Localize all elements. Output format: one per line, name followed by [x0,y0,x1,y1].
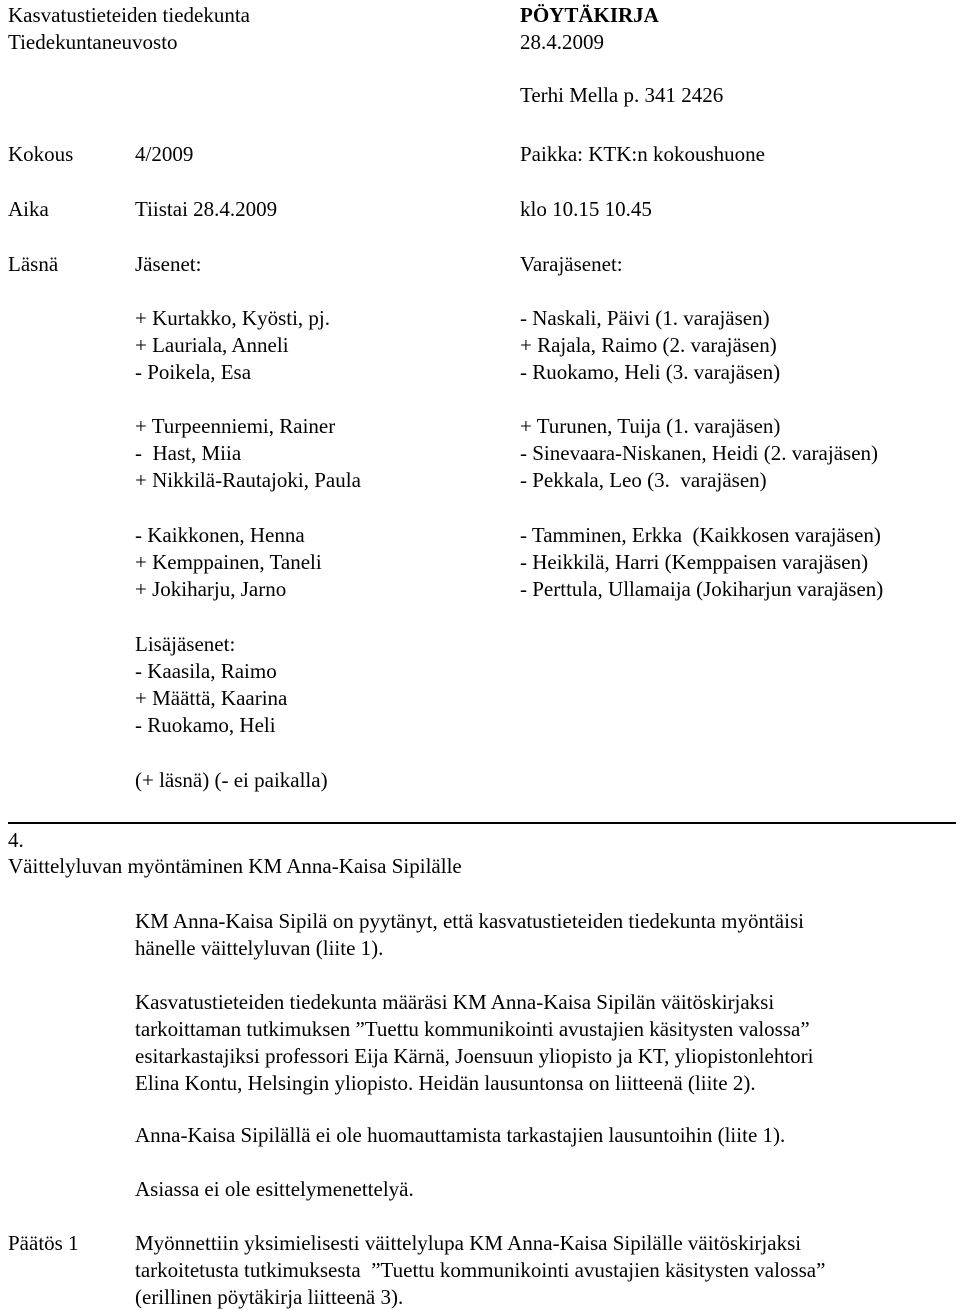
member-entry: + Jokiharju, Jarno [135,577,287,601]
paragraph-line: Kasvatustieteiden tiedekunta määräsi KM Anna-Kaisa Sipilän väitöskirjaksi [135,990,775,1014]
document-type: PÖYTÄKIRJA [520,3,659,27]
deputy-entry: - Perttula, Ullamaija (Jokiharjun varajäsen) [520,577,884,601]
member-entry: + Kurtakko, Kyösti, pj. [135,306,330,330]
document-date: 28.4.2009 [520,30,604,54]
member-entry: - Hast, Miia [135,441,242,465]
faculty-name: Kasvatustieteiden tiedekunta [8,3,251,27]
deputy-entry: - Naskali, Päivi (1. varajäsen) [520,306,770,330]
deputies-group-2 [520,413,878,494]
attendance-legend: (+ läsnä) (- ei paikalla) [135,768,328,792]
members-label: Jäsenet: [135,252,202,276]
paragraph-line: hänelle väittelyluvan (liite 1). [135,936,384,960]
members-group-1 [135,305,330,386]
member-entry: + Nikkilä-Rautajoki, Paula [135,468,361,492]
decision-text [135,1230,825,1311]
members-group-2 [135,413,361,494]
paragraph-no-comments: Anna-Kaisa Sipilällä ei ole huomauttamista tarkastajien lausuntoihin (liite 1). [135,1123,786,1147]
extra-members [135,631,287,739]
decision-line: Myönnettiin yksimielisesti väittelylupa KM Anna-Kaisa Sipilälle väitöskirjaksi [135,1231,802,1255]
kokous-label: Kokous [8,142,74,166]
item-number: 4. [8,828,24,852]
deputy-entry: - Sinevaara-Niskanen, Heidi (2. varajäsen) [520,441,879,465]
member-entry: - Kaikkonen, Henna [135,523,305,547]
decision-line: tarkoitetusta tutkimuksesta ”Tuettu kommunikointi avustajien käsitysten valossa” [135,1258,826,1282]
member-entry: + Turpeenniemi, Rainer [135,414,336,438]
member-entry: + Kemppainen, Taneli [135,550,322,574]
paragraph-no-presentation: Asiassa ei ole esittelymenettelyä. [135,1177,414,1201]
contact-person: Terhi Mella p. 341 2426 [520,83,724,107]
extra-member-entry: - Ruokamo, Heli [135,713,276,737]
deputy-entry: - Pekkala, Leo (3. varajäsen) [520,468,767,492]
item-title: Väittelyluvan myöntäminen KM Anna-Kaisa Sipilälle [8,854,462,878]
deputy-entry: - Ruokamo, Heli (3. varajäsen) [520,360,781,384]
deputies-group-3 [520,522,883,603]
council-name: Tiedekuntaneuvosto [8,30,178,54]
members-group-3 [135,522,322,603]
kokous-value: 4/2009 [135,142,194,166]
section-divider [8,822,956,824]
meeting-place: Paikka: KTK:n kokoushuone [520,142,765,166]
meeting-time: klo 10.15 10.45 [520,197,652,221]
aika-label: Aika [8,197,49,221]
paragraph-line: Elina Kontu, Helsingin yliopisto. Heidän lausuntonsa on liitteenä (liite 2). [135,1071,756,1095]
paragraph-line: esitarkastajiksi professori Eija Kärnä, Joensuun yliopisto ja KT, yliopistonlehtori [135,1044,814,1068]
deputy-entry: + Turunen, Tuija (1. varajäsen) [520,414,781,438]
deputies-label: Varajäsenet: [520,252,623,276]
paragraph-line: tarkoittaman tutkimuksen ”Tuettu kommunikointi avustajien käsitysten valossa” [135,1017,810,1041]
extra-member-entry: - Kaasila, Raimo [135,659,277,683]
aika-value: Tiistai 28.4.2009 [135,197,278,221]
paragraph-request [135,908,804,962]
deputy-entry: + Rajala, Raimo (2. varajäsen) [520,333,777,357]
deputies-group-1 [520,305,780,386]
paragraph-line: KM Anna-Kaisa Sipilä on pyytänyt, että kasvatustieteiden tiedekunta myöntäisi [135,909,804,933]
extra-members-label: Lisäjäsenet: [135,632,236,656]
deputy-entry: - Tamminen, Erkka (Kaikkosen varajäsen) [520,523,881,547]
member-entry: - Poikela, Esa [135,360,252,384]
lasna-label: Läsnä [8,252,59,276]
member-entry: + Lauriala, Anneli [135,333,289,357]
deputy-entry: - Heikkilä, Harri (Kemppaisen varajäsen) [520,550,869,574]
paragraph-reviewers [135,989,814,1097]
extra-member-entry: + Määttä, Kaarina [135,686,288,710]
decision-line: (erillinen pöytäkirja liitteenä 3). [135,1285,404,1309]
decision-label: Päätös 1 [8,1231,79,1255]
